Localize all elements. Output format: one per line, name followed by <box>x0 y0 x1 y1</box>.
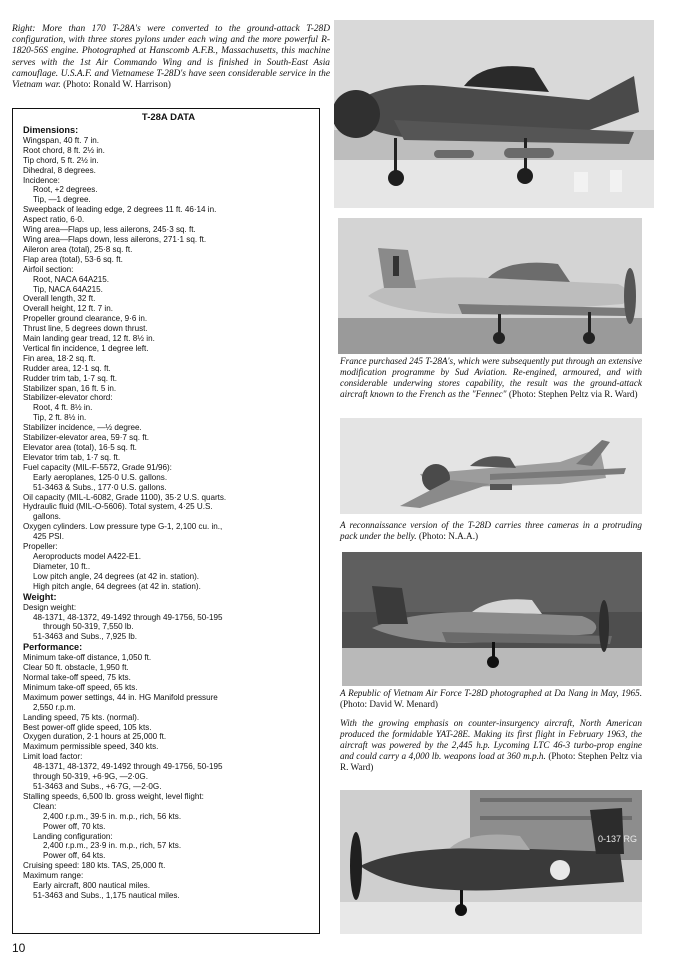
data-line: Rudder trim tab, 1·7 sq. ft. <box>23 373 118 383</box>
data-line: Vertical fin incidence, 1 degree left. <box>23 343 149 353</box>
data-line: 48-1371, 48-1372, 49-1492 through 49-1756, 50-195 <box>33 612 223 622</box>
data-line: Tip chord, 5 ft. 2½ in. <box>23 155 99 165</box>
data-line: Thrust line, 5 degrees down thrust. <box>23 324 148 334</box>
caption-vietnam <box>340 688 642 710</box>
data-line: 48-1371, 48-1372, 49-1492 through 49-1756, 50-195 <box>33 762 223 772</box>
caption-recon-text: A reconnaissance version of the T-28D carries three cameras in a protruding pack under the belly. <box>340 520 642 541</box>
data-line: 2,400 r.p.m., 23·9 in. m.p., rich, 57 kts. <box>43 841 182 851</box>
data-line: Overall height, 12 ft. 7 in. <box>23 304 113 314</box>
photo-fennec <box>338 218 642 354</box>
data-line: Oil capacity (MIL-L-6082, Grade 1100), 35·2 U.S. quarts. <box>23 492 227 502</box>
data-line: Fin area, 18·2 sq. ft. <box>23 353 96 363</box>
data-line: 51-3463 and Subs., 1,175 nautical miles. <box>33 890 180 900</box>
data-line: Landing configuration: <box>33 831 113 841</box>
data-line: through 50-319, +6·9G, —2·0G. <box>33 772 148 782</box>
data-line: Tip, NACA 64A215. <box>33 284 103 294</box>
data-line: Power off, 64 kts. <box>43 851 106 861</box>
caption-yat28e-credit: (Photo: Stephen Peltz via R. Ward) <box>340 751 643 772</box>
intro-caption-text: Right: More than 170 T-28A's were converted to the ground-attack T-28D configuration, with three stores pylons under each wing and the more powerful R-1820-56S engine. Photographed at Hanscomb A.F.B., Massachusetts, this machine serves with the 1st Air Commando Wing and is finished in South-East Asia camouflage. U.S.A.F. and Vietnamese T-28D's have seen considerable service in the Vietnam war. <box>12 24 330 91</box>
data-line: Dihedral, 8 degrees. <box>23 165 96 175</box>
caption-yat28e-text: With the growing emphasis on counter-insurgency aircraft, North American produced the formidable YAT-28E. Making its first flight in February 1963, the aircraft was powered by the 2,445 h.p. Lycoming LTC 46-3 turbo-prop engine and could carry a 4,000 lb. weapons load at 360 m.p.h. <box>340 718 642 761</box>
data-line: Oxygen cylinders. Low pressure type G-1, 2,100 cu. in., <box>23 522 223 532</box>
data-line: Early aeroplanes, 125·0 U.S. gallons. <box>33 472 168 482</box>
data-line: Maximum permissible speed, 340 kts. <box>23 742 159 752</box>
caption-yat28e <box>340 718 642 773</box>
data-line: Aspect ratio, 6·0. <box>23 215 85 225</box>
t28a-data-box <box>12 108 320 934</box>
data-line: through 50-319, 7,550 lb. <box>43 622 134 632</box>
data-line: Design weight: <box>23 602 77 612</box>
data-line: Best power-off glide speed, 105 kts. <box>23 722 152 732</box>
data-line: Stabilizer span, 16 ft. 5 in. <box>23 383 117 393</box>
data-line: Wing area—Flaps down, less ailerons, 271·1 sq. ft. <box>23 234 207 244</box>
data-line: 51-3463 and Subs., 7,925 lb. <box>33 632 137 642</box>
data-line: Flap area (total), 53·6 sq. ft. <box>23 254 123 264</box>
data-line: Clear 50 ft. obstacle, 1,950 ft. <box>23 663 129 673</box>
data-section-heading: Dimensions: <box>23 124 79 135</box>
caption-recon-credit: (Photo: N.A.A.) <box>418 531 479 541</box>
data-line: Main landing gear tread, 12 ft. 8½ in. <box>23 334 155 344</box>
data-line: Wing area—Flaps up, less ailerons, 245·3 sq. ft. <box>23 225 196 235</box>
data-line: Maximum power settings, 44 in. HG Manifold pressure <box>23 692 218 702</box>
data-line: Root, 4 ft. 8½ in. <box>33 403 93 413</box>
data-line: 2,550 r.p.m. <box>33 702 76 712</box>
data-line: Rudder area, 12·1 sq. ft. <box>23 363 111 373</box>
caption-fennec-text: France purchased 245 T-28A's, which were subsequently put through an extensive modification programme by Sud Aviation. Re-engined, armoured, and with considerable underwing stores capability, the result was the ground-attack aircraft known to the French as the "Fennec" <box>340 356 642 399</box>
data-line: 2,400 r.p.m., 39·5 in. m.p., rich, 56 kts. <box>43 811 182 821</box>
data-line: 51-3463 and Subs., +6·7G, —2·0G. <box>33 782 162 791</box>
data-line: High pitch angle, 64 degrees (at 42 in. station). <box>33 581 201 591</box>
data-line: 51-3463 & Subs., 177·0 U.S. gallons. <box>33 482 167 492</box>
data-line: Fuel capacity (MIL-F-5572, Grade 91/96): <box>23 462 172 472</box>
data-line: Hydraulic fluid (MIL-O-5606). Total system, 4·25 U.S. <box>23 502 213 512</box>
data-line: Tip, —1 degree. <box>33 195 91 205</box>
data-line: Incidence: <box>23 175 60 185</box>
data-line: 425 PSI. <box>33 532 65 542</box>
photo-yat28e <box>340 790 642 934</box>
data-line: Maximum range: <box>23 871 84 881</box>
intro-caption <box>12 24 330 91</box>
data-line: Wingspan, 40 ft. 7 in. <box>23 135 100 145</box>
photo-vietnam-t28d <box>342 552 642 686</box>
data-line: Minimum take-off distance, 1,050 ft. <box>23 653 152 663</box>
data-line: Diameter, 10 ft.. <box>33 561 91 571</box>
caption-recon <box>340 520 642 542</box>
data-section-heading: Weight: <box>23 591 57 602</box>
caption-fennec <box>340 356 642 400</box>
data-line: Stalling speeds, 6,500 lb. gross weight, level flight: <box>23 791 204 801</box>
data-sections <box>23 125 314 901</box>
data-line: Clean: <box>33 801 57 811</box>
intro-caption-credit: (Photo: Ronald W. Harrison) <box>63 80 171 91</box>
data-line: Propeller ground clearance, 9·6 in. <box>23 314 148 324</box>
data-line: Sweepback of leading edge, 2 degrees 11 ft. 46·14 in. <box>23 205 217 215</box>
data-line: gallons. <box>33 512 61 522</box>
caption-vietnam-text: A Republic of Vietnam Air Force T-28D photographed at Da Nang in May, 1965. <box>340 688 642 698</box>
data-line: Early aircraft, 800 nautical miles. <box>33 881 150 891</box>
data-line: Elevator trim tab, 1·7 sq. ft. <box>23 452 121 462</box>
photo-recon-inflight <box>340 418 642 514</box>
caption-vietnam-credit: (Photo: David W. Menard) <box>340 699 438 709</box>
data-line: Aileron area (total), 25·8 sq. ft. <box>23 244 133 254</box>
data-line: Minimum take-off speed, 65 kts. <box>23 682 138 692</box>
data-line: Tip, 2 ft. 8½ in. <box>33 413 87 423</box>
data-section-heading: Performance: <box>23 642 83 653</box>
data-line: Stabilizer-elevator chord: <box>23 393 113 403</box>
data-box-title: T-28A DATA <box>141 112 196 123</box>
data-line: Root, NACA 64A215. <box>33 274 110 284</box>
data-line: Stabilizer incidence, —½ degree. <box>23 423 142 433</box>
data-line: Root, +2 degrees. <box>33 185 98 195</box>
data-line: Overall length, 32 ft. <box>23 294 96 304</box>
photo-t28d-camouflage <box>334 20 654 208</box>
data-line: Stabilizer-elevator area, 59·7 sq. ft. <box>23 433 149 443</box>
data-line: Elevator area (total), 16·5 sq. ft. <box>23 443 137 452</box>
data-line: Aeroproducts model A422-E1. <box>33 551 141 561</box>
data-line: Cruising speed: 180 kts. TAS, 25,000 ft. <box>23 861 166 871</box>
data-line: Landing speed, 75 kts. (normal). <box>23 712 140 722</box>
data-line: Low pitch angle, 24 degrees (at 42 in. station). <box>33 571 200 581</box>
data-line: Root chord, 8 ft. 2½ in. <box>23 145 105 155</box>
data-line: Limit load factor: <box>23 752 83 762</box>
caption-fennec-credit: (Photo: Stephen Peltz via R. Ward) <box>508 389 638 399</box>
data-line: Propeller: <box>23 542 58 552</box>
data-line: Normal take-off speed, 75 kts. <box>23 673 131 683</box>
tail-code: 0-137 RG <box>598 834 638 844</box>
data-line: Oxygen duration, 2·1 hours at 25,000 ft. <box>23 732 167 742</box>
data-line: Power off, 70 kts. <box>43 821 106 831</box>
page-number: 10 <box>12 941 26 955</box>
data-line: Airfoil section: <box>23 264 74 274</box>
